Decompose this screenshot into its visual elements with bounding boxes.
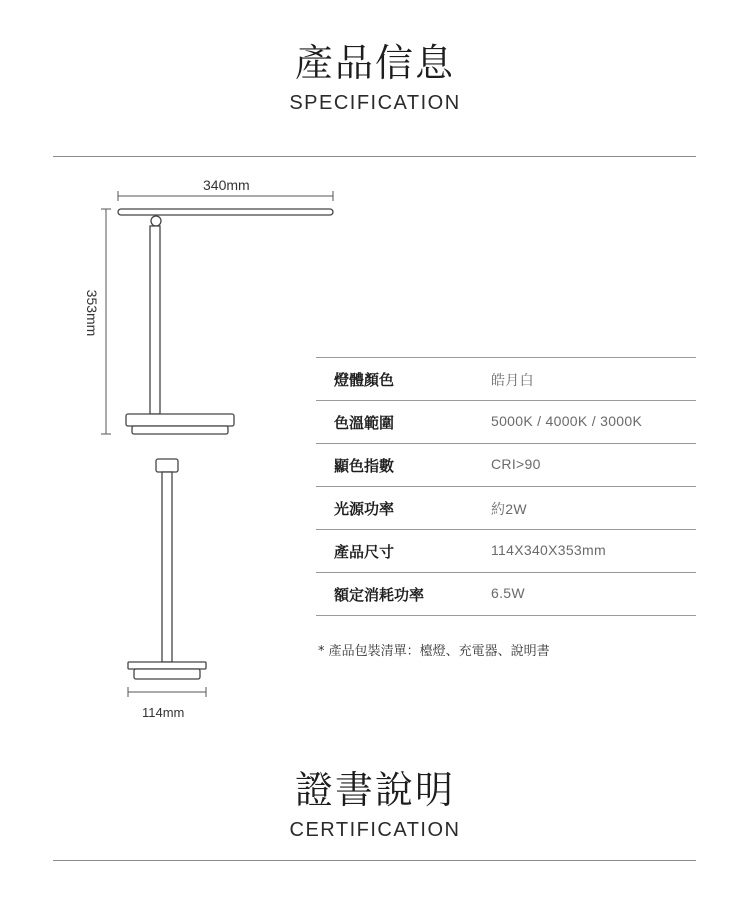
- spec-value: 114X340X353mm: [491, 542, 606, 558]
- height-dimension-line: [101, 209, 111, 434]
- spec-row: [316, 443, 696, 486]
- certification-title: 證書說明: [294, 768, 455, 812]
- certification-subtitle: CERTIFICATION: [289, 819, 461, 841]
- spec-label: 燈體顏色: [334, 371, 395, 389]
- spec-row: [316, 486, 696, 529]
- spec-value: 6.5W: [491, 585, 525, 601]
- spec-label: 額定消耗功率: [334, 586, 425, 604]
- lamp-side-view: [118, 209, 333, 434]
- page-title: 產品信息: [294, 41, 455, 85]
- spec-value: 約2W: [491, 501, 527, 517]
- spec-label: 產品尺寸: [334, 543, 395, 561]
- spec-row: [316, 400, 696, 443]
- spec-row: [316, 357, 696, 400]
- spec-value: CRI>90: [491, 456, 541, 472]
- package-note: * 產品包裝清單：檯燈、充電器、說明書: [318, 644, 550, 659]
- base-dimension-label: 114mm: [142, 705, 185, 720]
- spec-table: [316, 357, 696, 616]
- width-dimension-label: 340mm: [203, 177, 250, 193]
- spec-label: 色溫範圍: [334, 414, 395, 432]
- height-dimension-label: 353mm: [84, 289, 100, 337]
- spec-row: [316, 529, 696, 572]
- spec-value: 5000K / 4000K / 3000K: [491, 413, 643, 429]
- spec-row: [316, 572, 696, 616]
- lamp-front-view: [128, 459, 206, 679]
- spec-label: 光源功率: [334, 500, 395, 518]
- divider: [53, 860, 696, 861]
- width-dimension-line: [118, 191, 333, 201]
- spec-label: 顯色指數: [334, 457, 395, 475]
- base-dimension-line: [128, 687, 206, 697]
- page-subtitle: SPECIFICATION: [289, 92, 461, 114]
- spec-value: 皓月白: [491, 372, 534, 388]
